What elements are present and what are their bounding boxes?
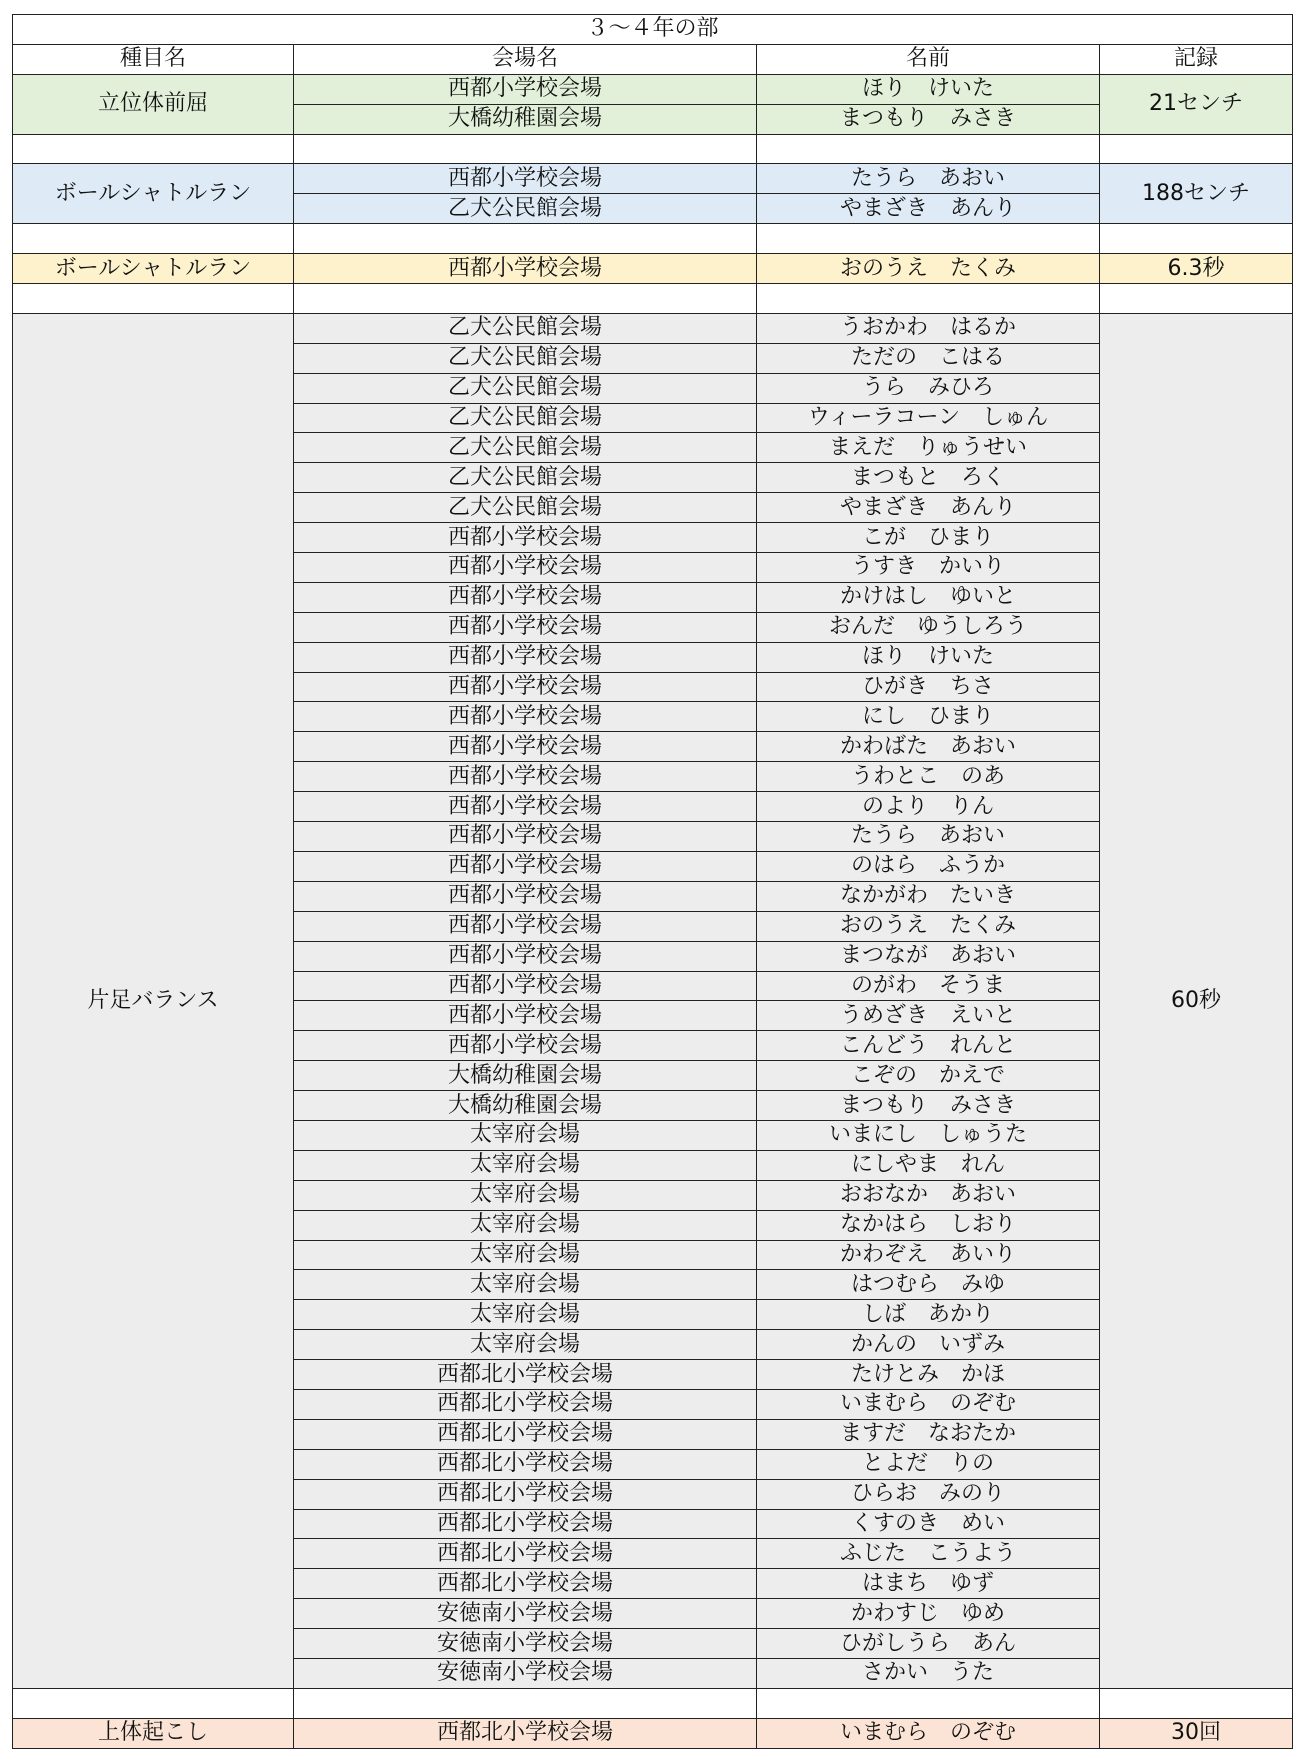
venue-cell: 乙犬公民館会場	[294, 343, 757, 373]
venue-cell: 西都北小学校会場	[294, 1389, 757, 1419]
header-row	[13, 44, 1293, 74]
name-cell: おおなか あおい	[757, 1180, 1100, 1210]
event-name-cell: 片足バランス	[13, 313, 294, 1688]
name-cell: とよだ りの	[757, 1449, 1100, 1479]
empty-cell	[1100, 224, 1293, 254]
venue-cell: 太宰府会場	[294, 1240, 757, 1270]
venue-cell: 乙犬公民館会場	[294, 463, 757, 493]
name-cell: いまにし しゅうた	[757, 1120, 1100, 1150]
venue-cell: 太宰府会場	[294, 1120, 757, 1150]
name-cell: たうら あおい	[757, 164, 1100, 194]
venue-cell: 大橋幼稚園会場	[294, 1061, 757, 1091]
venue-cell: 乙犬公民館会場	[294, 194, 757, 224]
spacer-row	[13, 134, 1293, 164]
record-cell: 30回	[1100, 1718, 1293, 1748]
name-cell: かけはし ゆいと	[757, 582, 1100, 612]
name-cell: たけとみ かほ	[757, 1360, 1100, 1390]
venue-cell: 西都小学校会場	[294, 792, 757, 822]
venue-cell: 西都北小学校会場	[294, 1419, 757, 1449]
empty-cell	[13, 1688, 294, 1718]
venue-cell: 西都北小学校会場	[294, 1539, 757, 1569]
name-cell: やまざき あんり	[757, 194, 1100, 224]
name-cell: くすのき めい	[757, 1509, 1100, 1539]
name-cell: いまむら のぞむ	[757, 1718, 1100, 1748]
name-cell: ますだ なおたか	[757, 1419, 1100, 1449]
name-cell: まつもと ろく	[757, 463, 1100, 493]
name-cell: やまざき あんり	[757, 493, 1100, 523]
event-name-cell: ボールシャトルラン	[13, 164, 294, 224]
venue-cell: 西都北小学校会場	[294, 1569, 757, 1599]
name-cell: うめざき えいと	[757, 1001, 1100, 1031]
header-venue: 会場名	[294, 44, 757, 74]
name-cell: のより りん	[757, 792, 1100, 822]
venue-cell: 大橋幼稚園会場	[294, 1091, 757, 1121]
spacer-row	[13, 224, 1293, 254]
venue-cell: 安徳南小学校会場	[294, 1599, 757, 1629]
venue-cell: 西都北小学校会場	[294, 1479, 757, 1509]
venue-cell: 西都小学校会場	[294, 822, 757, 852]
header-record: 記録	[1100, 44, 1293, 74]
venue-cell: 西都小学校会場	[294, 164, 757, 194]
venue-cell: 西都小学校会場	[294, 612, 757, 642]
venue-cell: 太宰府会場	[294, 1210, 757, 1240]
venue-cell: 大橋幼稚園会場	[294, 104, 757, 134]
venue-cell: 西都北小学校会場	[294, 1360, 757, 1390]
sheet-title: ３～４年の部	[13, 15, 1293, 45]
name-cell: かんの いずみ	[757, 1330, 1100, 1360]
name-cell: ウィーラコーン しゅん	[757, 403, 1100, 433]
venue-cell: 西都小学校会場	[294, 1001, 757, 1031]
name-cell: はつむら みゆ	[757, 1270, 1100, 1300]
venue-cell: 乙犬公民館会場	[294, 373, 757, 403]
venue-cell: 西都北小学校会場	[294, 1718, 757, 1748]
name-cell: まつもり みさき	[757, 1091, 1100, 1121]
name-cell: こぞの かえで	[757, 1061, 1100, 1091]
event-name-cell: 上体起こし	[13, 1718, 294, 1748]
name-cell: のはら ふうか	[757, 851, 1100, 881]
venue-cell: 乙犬公民館会場	[294, 433, 757, 463]
spacer-row	[13, 1688, 1293, 1718]
venue-cell: 太宰府会場	[294, 1270, 757, 1300]
name-cell: おのうえ たくみ	[757, 254, 1100, 284]
venue-cell: 西都小学校会場	[294, 851, 757, 881]
record-cell: 6.3秒	[1100, 254, 1293, 284]
empty-cell	[13, 284, 294, 314]
name-cell: ふじた こうよう	[757, 1539, 1100, 1569]
record-cell: 21センチ	[1100, 74, 1293, 134]
venue-cell: 西都小学校会場	[294, 911, 757, 941]
empty-cell	[1100, 1688, 1293, 1718]
name-cell: おのうえ たくみ	[757, 911, 1100, 941]
empty-cell	[757, 224, 1100, 254]
empty-cell	[13, 134, 294, 164]
name-cell: うおかわ はるか	[757, 313, 1100, 343]
record-cell: 60秒	[1100, 313, 1293, 1688]
table-row	[13, 164, 1293, 194]
name-cell: ひらお みのり	[757, 1479, 1100, 1509]
header-name: 名前	[757, 44, 1100, 74]
title-row	[13, 15, 1293, 45]
venue-cell: 西都北小学校会場	[294, 1509, 757, 1539]
name-cell: ただの こはる	[757, 343, 1100, 373]
venue-cell: 安徳南小学校会場	[294, 1629, 757, 1659]
venue-cell: 太宰府会場	[294, 1300, 757, 1330]
venue-cell: 西都小学校会場	[294, 74, 757, 104]
name-cell: たうら あおい	[757, 822, 1100, 852]
venue-cell: 太宰府会場	[294, 1330, 757, 1360]
event-name-cell: 立位体前屈	[13, 74, 294, 134]
venue-cell: 西都小学校会場	[294, 553, 757, 583]
venue-cell: 西都小学校会場	[294, 941, 757, 971]
venue-cell: 西都北小学校会場	[294, 1449, 757, 1479]
name-cell: うら みひろ	[757, 373, 1100, 403]
name-cell: いまむら のぞむ	[757, 1389, 1100, 1419]
name-cell: まえだ りゅうせい	[757, 433, 1100, 463]
name-cell: かわばた あおい	[757, 732, 1100, 762]
empty-cell	[294, 284, 757, 314]
name-cell: かわぞえ あいり	[757, 1240, 1100, 1270]
name-cell: ほり けいた	[757, 74, 1100, 104]
table-row	[13, 1718, 1293, 1748]
name-cell: うわとこ のあ	[757, 762, 1100, 792]
name-cell: かわすじ ゆめ	[757, 1599, 1100, 1629]
name-cell: のがわ そうま	[757, 971, 1100, 1001]
record-cell: 188センチ	[1100, 164, 1293, 224]
table-row	[13, 74, 1293, 104]
name-cell: にしやま れん	[757, 1150, 1100, 1180]
name-cell: うすき かいり	[757, 553, 1100, 583]
spacer-row	[13, 284, 1293, 314]
name-cell: まつなが あおい	[757, 941, 1100, 971]
empty-cell	[294, 224, 757, 254]
name-cell: こが ひまり	[757, 523, 1100, 553]
header-event: 種目名	[13, 44, 294, 74]
venue-cell: 太宰府会場	[294, 1180, 757, 1210]
name-cell: なかがわ たいき	[757, 881, 1100, 911]
name-cell: ひがしうら あん	[757, 1629, 1100, 1659]
empty-cell	[1100, 284, 1293, 314]
venue-cell: 乙犬公民館会場	[294, 403, 757, 433]
name-cell: なかはら しおり	[757, 1210, 1100, 1240]
venue-cell: 西都小学校会場	[294, 762, 757, 792]
table-row	[13, 254, 1293, 284]
empty-cell	[757, 284, 1100, 314]
empty-cell	[294, 1688, 757, 1718]
venue-cell: 西都小学校会場	[294, 523, 757, 553]
name-cell: にし ひまり	[757, 702, 1100, 732]
venue-cell: 西都小学校会場	[294, 672, 757, 702]
name-cell: ほり けいた	[757, 642, 1100, 672]
empty-cell	[294, 134, 757, 164]
name-cell: はまち ゆず	[757, 1569, 1100, 1599]
venue-cell: 西都小学校会場	[294, 702, 757, 732]
venue-cell: 安徳南小学校会場	[294, 1658, 757, 1688]
empty-cell	[757, 134, 1100, 164]
results-table	[12, 14, 1293, 1749]
venue-cell: 西都小学校会場	[294, 582, 757, 612]
venue-cell: 乙犬公民館会場	[294, 493, 757, 523]
name-cell: こんどう れんと	[757, 1031, 1100, 1061]
venue-cell: 西都小学校会場	[294, 732, 757, 762]
name-cell: おんだ ゆうしろう	[757, 612, 1100, 642]
table-row	[13, 313, 1293, 343]
empty-cell	[13, 224, 294, 254]
venue-cell: 西都小学校会場	[294, 254, 757, 284]
empty-cell	[1100, 134, 1293, 164]
venue-cell: 西都小学校会場	[294, 881, 757, 911]
name-cell: まつもり みさき	[757, 104, 1100, 134]
name-cell: ひがき ちさ	[757, 672, 1100, 702]
venue-cell: 西都小学校会場	[294, 971, 757, 1001]
venue-cell: 西都小学校会場	[294, 1031, 757, 1061]
name-cell: さかい うた	[757, 1658, 1100, 1688]
venue-cell: 太宰府会場	[294, 1150, 757, 1180]
empty-cell	[757, 1688, 1100, 1718]
venue-cell: 乙犬公民館会場	[294, 313, 757, 343]
venue-cell: 西都小学校会場	[294, 642, 757, 672]
name-cell: しば あかり	[757, 1300, 1100, 1330]
event-name-cell: ボールシャトルラン	[13, 254, 294, 284]
